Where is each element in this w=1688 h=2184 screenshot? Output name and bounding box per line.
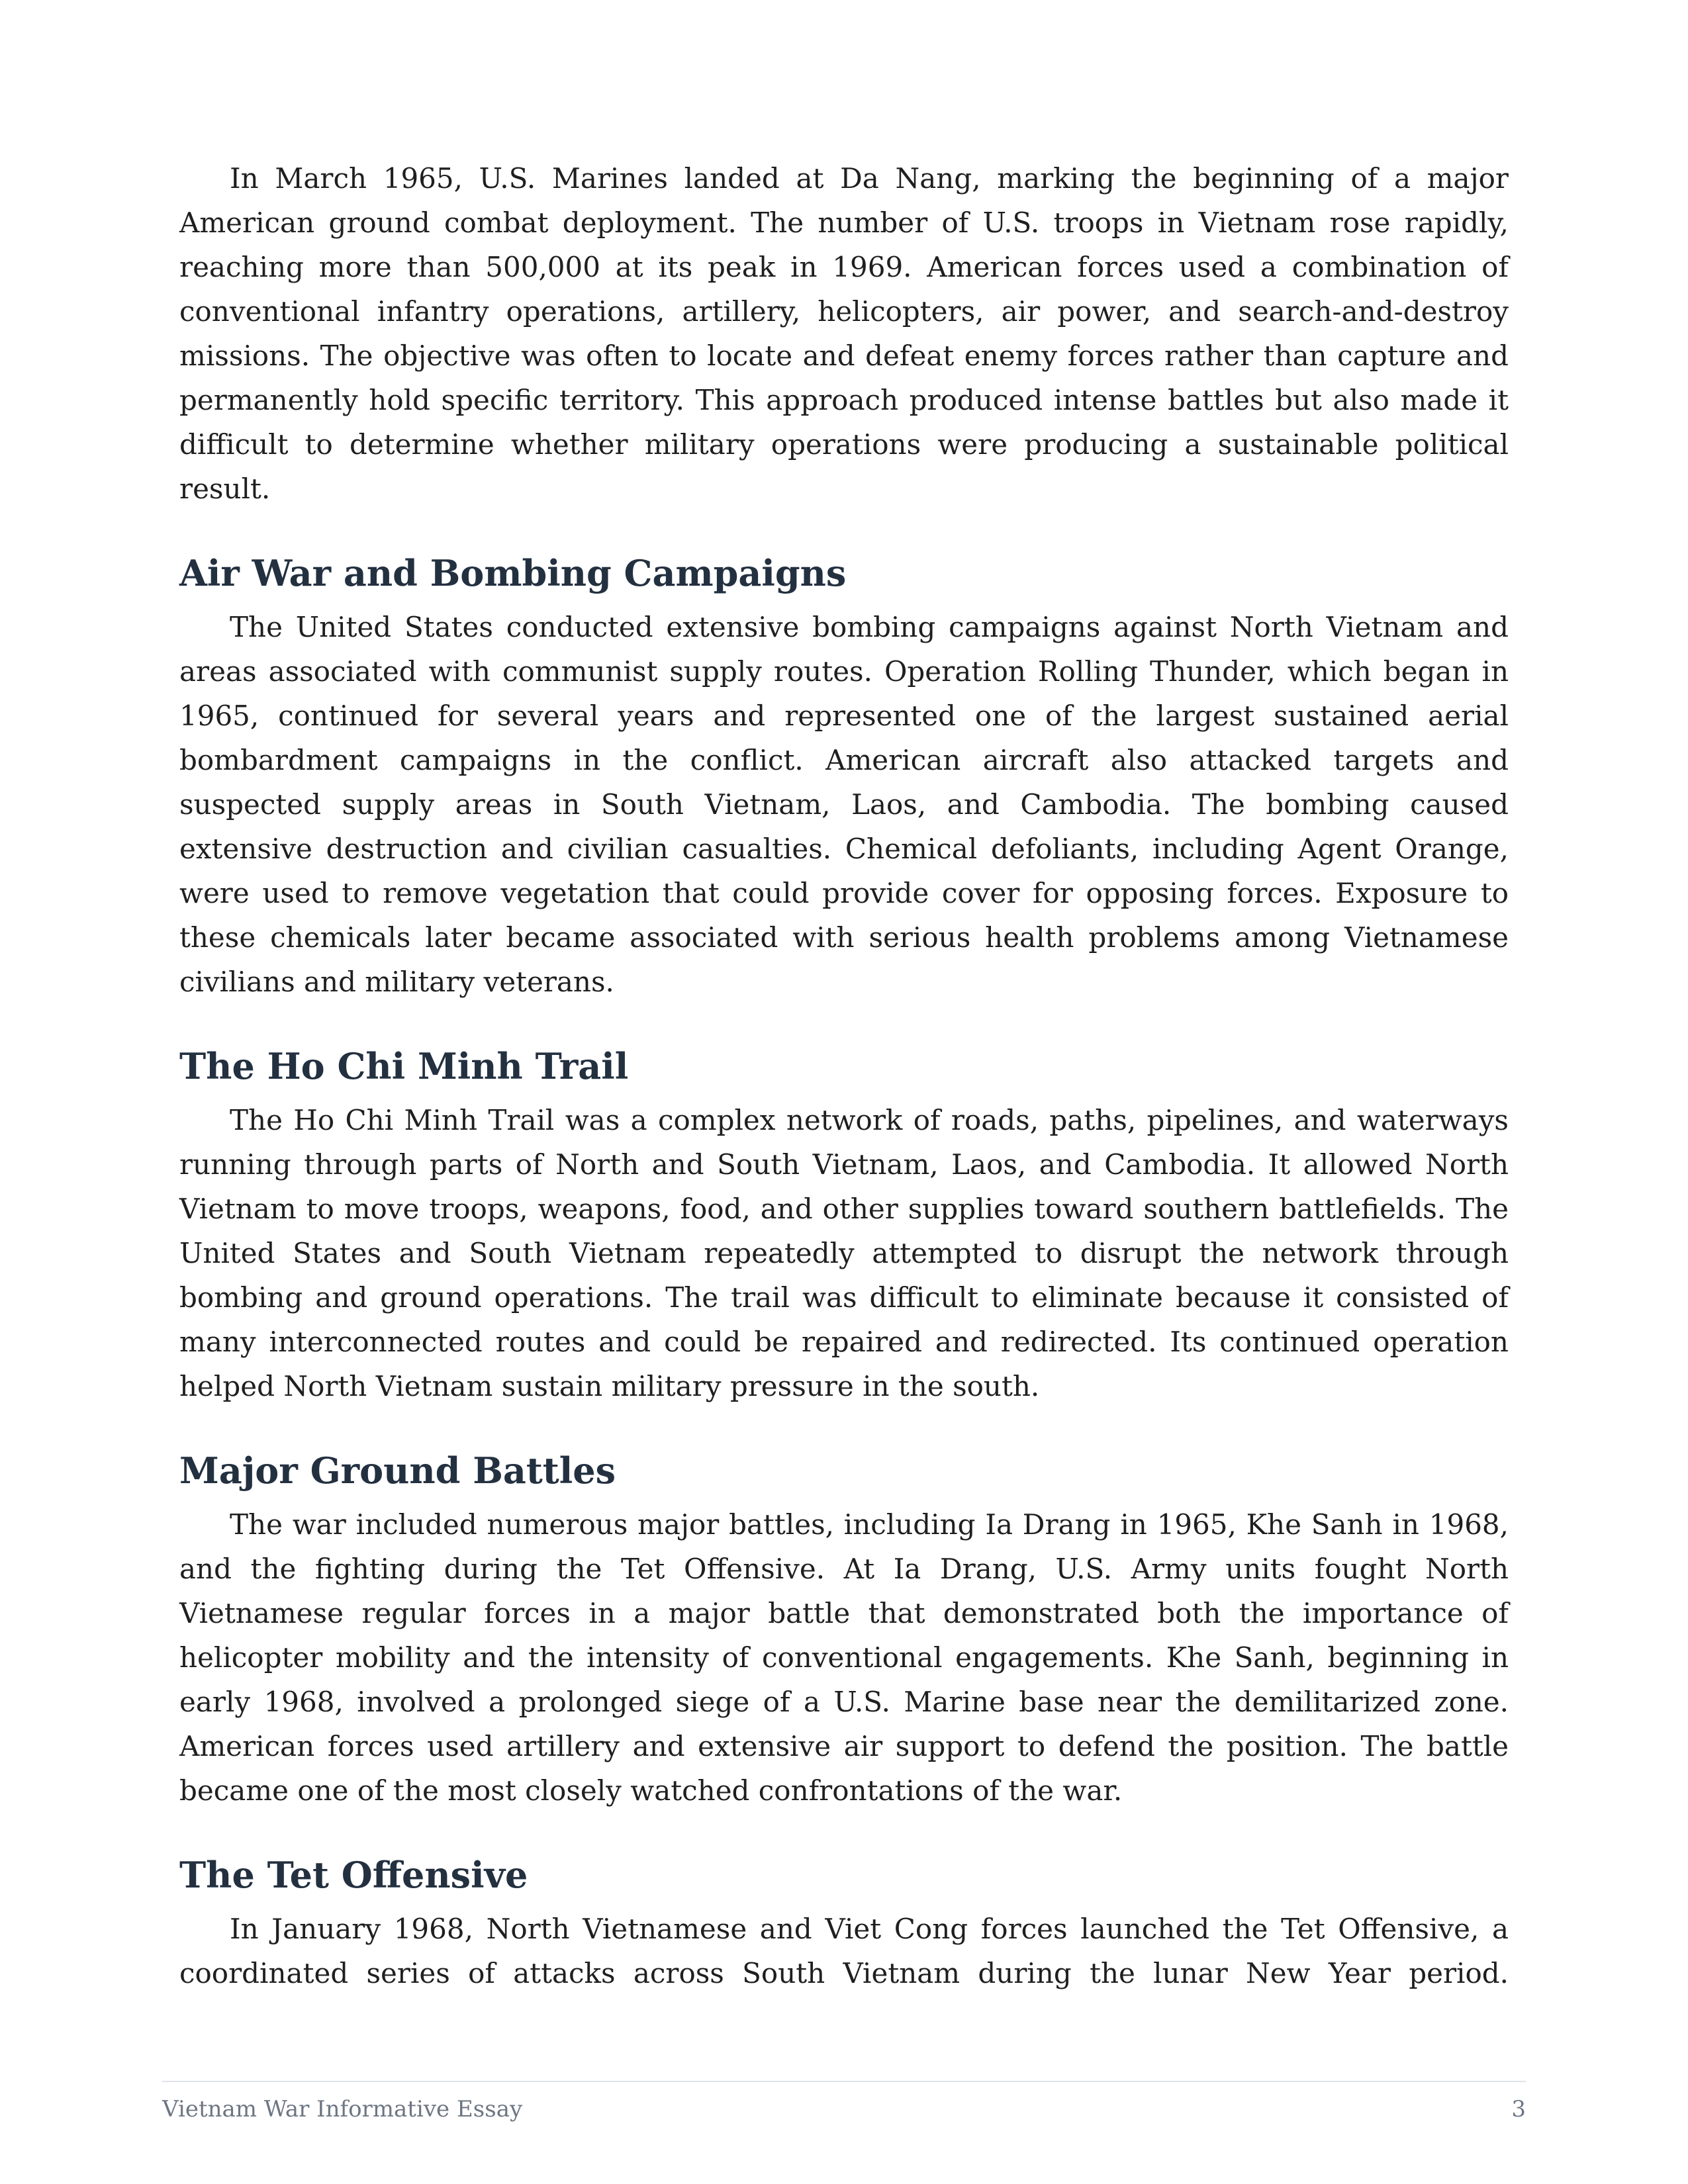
footer-divider [162, 2081, 1526, 2082]
section-paragraph-ho-chi-minh-trail: The Ho Chi Minh Trail was a complex network of roads, paths, pipelines, and waterways running through parts of North and South Vietnam, Laos, and Cambodia. It allowed North Vietnam to move troops, weapons, food, and other supplies toward southern battlefields. The United States and South Vietnam repeatedly attempted to disrupt the network through bombing and ground operations. The trail was difficult to eliminate because it consisted of many interconnected routes and could be repaired and redirected. Its continued operation helped North Vietnam sustain military pressure in the south. [179, 1104, 1509, 1402]
section-heading-ground-battles: Major Ground Battles [179, 1449, 616, 1492]
document-body [179, 156, 1509, 1995]
section-paragraph-ground-battles: The war included numerous major battles, including Ia Drang in 1965, Khe Sanh in 1968, and the fighting during the Tet Offensive. At Ia Drang, U.S. Army units fought North Vietnamese regular forces in a major battle that demonstrated both the importance of helicopter mobility and the intensity of conventional engagements. Khe Sanh, beginning in early 1968, involved a prolonged siege of a U.S. Marine base near the demilitarized zone. American forces used artillery and extensive air support to defend the position. The battle became one of the most closely watched confrontations of the war. [179, 1508, 1509, 1807]
section-heading-air-war: Air War and Bombing Campaigns [179, 552, 847, 594]
section-heading-tet-offensive: The Tet Offensive [179, 1854, 528, 1896]
page-number: 3 [1511, 2096, 1526, 2122]
footer-title: Vietnam War Informative Essay [162, 2096, 523, 2122]
section-heading-ho-chi-minh-trail: The Ho Chi Minh Trail [179, 1045, 629, 1087]
intro-paragraph: In March 1965, U.S. Marines landed at Da Nang, marking the beginning of a major American ground combat deployment. The number of U.S. troops in Vietnam rose rapidly, reaching more than 500,000 at its peak in 1969. American forces used a combination of conventional infantry operations, artillery, helicopters, air power, and search-and-destroy missions. The objective was often to locate and defeat enemy forces rather than capture and permanently hold specific territory. This approach produced intense battles but also made it difficult to determine whether military operations were producing a sustainable political result. [179, 162, 1509, 505]
section-paragraph-tet-offensive: In January 1968, North Vietnamese and Viet Cong forces launched the Tet Offensive, a coordinated series of attacks across South Vietnam during the lunar New Year period. [179, 1913, 1509, 1989]
section-paragraph-air-war: The United States conducted extensive bombing campaigns against North Vietnam and areas associated with communist supply routes. Operation Rolling Thunder, which began in 1965, continued for several years and represented one of the largest sustained aerial bombardment campaigns in the conflict. American aircraft also attacked targets and suspected supply areas in South Vietnam, Laos, and Cambodia. The bombing caused extensive destruction and civilian casualties. Chemical defoliants, including Agent Orange, were used to remove vegetation that could provide cover for opposing forces. Exposure to these chemicals later became associated with serious health problems among Vietnamese civilians and military veterans. [179, 611, 1509, 998]
